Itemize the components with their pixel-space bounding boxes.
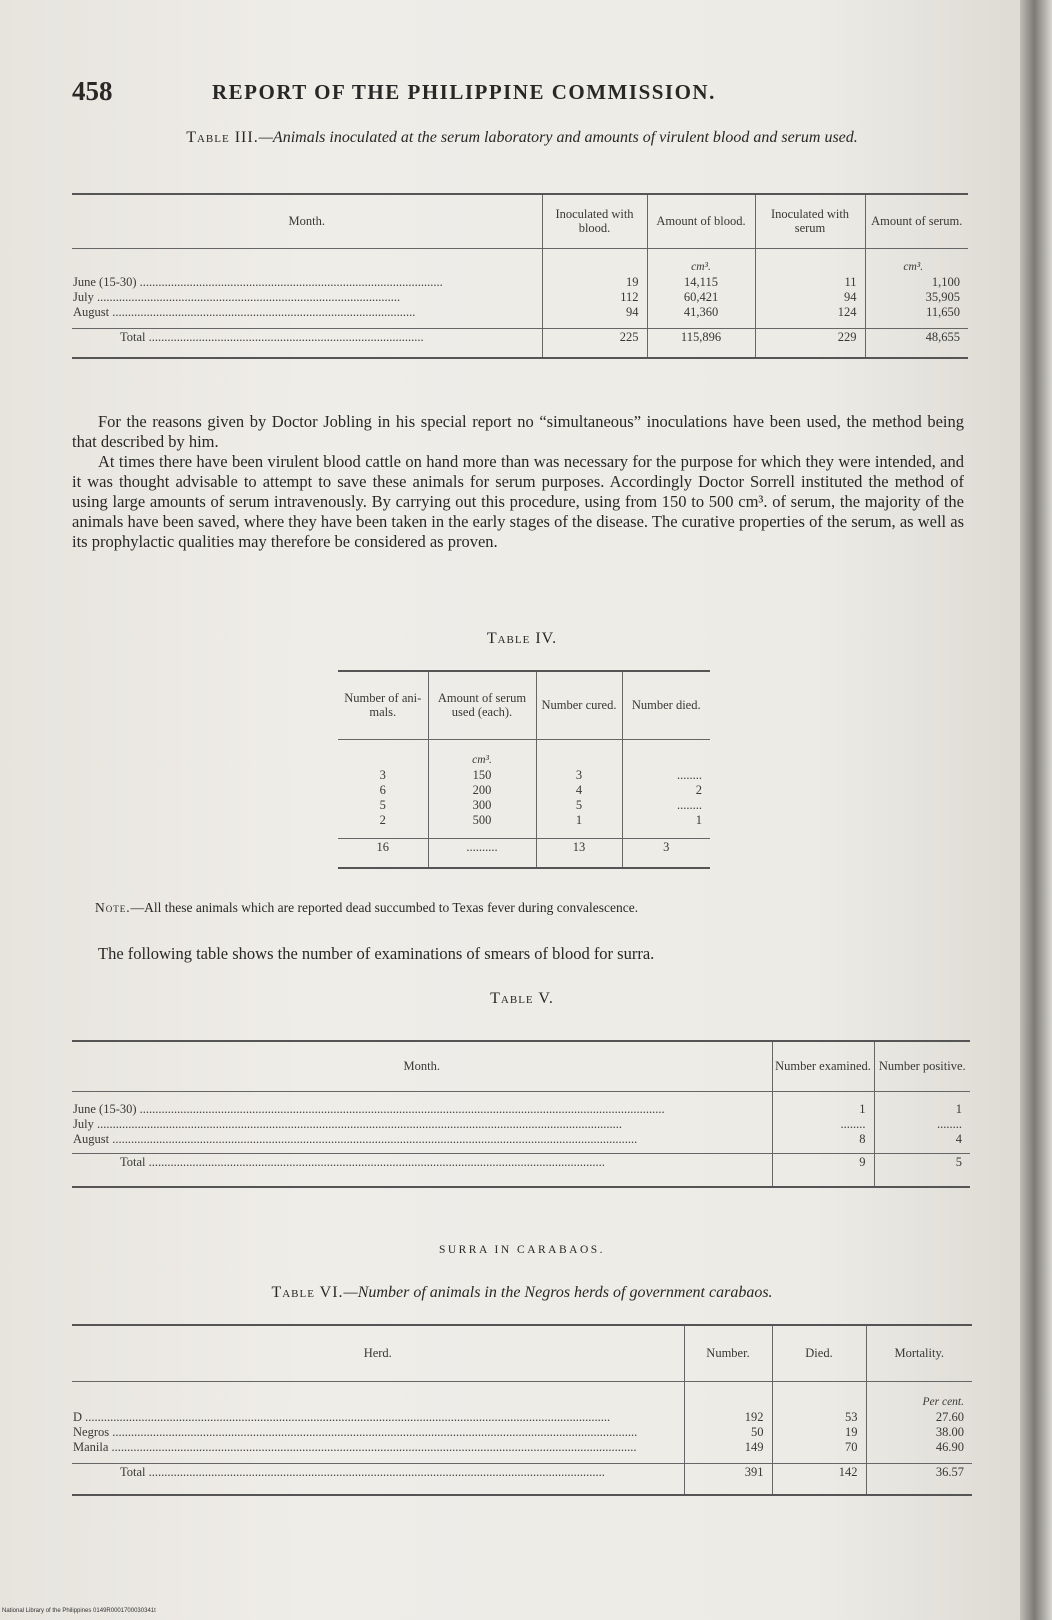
table5-intro: The following table shows the number of examinations of smears of blood for surra. — [98, 944, 655, 963]
body-text — [72, 412, 964, 552]
table6-cell: 38.00 — [935, 1424, 964, 1439]
table5-header-month: Month. — [403, 1059, 440, 1074]
table4-header-cured: Number cured. — [536, 671, 622, 739]
table6-caption-text: —Number of animals in the Negros herds of government carabaos. — [343, 1284, 773, 1301]
table6-unit: Per cent. — [922, 1395, 964, 1408]
table3-month-august: August ................................................................................................. — [73, 304, 416, 319]
table4-cell: ........ — [677, 767, 702, 782]
table3-month-july: July ................................................................................................. — [73, 289, 401, 304]
table4-cell: 2 — [379, 812, 386, 827]
table-row — [338, 739, 710, 838]
table3-header-inoc-serum: Inoculated with serum — [755, 194, 865, 248]
table5-cell: 4 — [955, 1131, 962, 1146]
table5-total-cell: 9 — [772, 1153, 874, 1187]
table5-header-examined: Number examined. — [772, 1041, 874, 1091]
paragraph-2: At times there have been virulent blood cattle on hand more than was necessary for the purpose for which they were intended, and it was thought advisable to attempt to save these animals for serum purposes. Accordingly Doctor Sorrell instituted the method of using large amounts of serum intravenously. By carrying out this procedure, using from 150 to 500 cm³. of serum, the majority of the animals have been saved, where they have been taken in the early stages of the disease. The curative properties of the serum, as well as its prophylactic qualities may therefore be considered as proven. — [72, 452, 964, 551]
table6-caption — [72, 1284, 972, 1302]
table3-caption — [72, 128, 972, 148]
table6-herd-d: D ........................................................................................................................................................................ — [73, 1409, 611, 1424]
table3-cell: 14,115 — [684, 274, 718, 289]
table3-cell: 41,360 — [683, 304, 719, 319]
table3-cell: 94 — [844, 289, 857, 304]
table6-header-mortality: Mortality. — [866, 1325, 972, 1381]
table3-cell: 112 — [620, 289, 639, 304]
table4-cell: 5 — [379, 797, 386, 812]
table4-cell: 150 — [472, 767, 492, 782]
table5-cell: 1 — [955, 1101, 962, 1116]
table4-unit: cm³. — [472, 753, 492, 766]
table5-month-june: June (15-30) ........................................................................................................................................................................ — [73, 1101, 665, 1116]
table5-total-cell: 5 — [874, 1153, 970, 1187]
table4-header-serum: Amount of serum used (each). — [428, 671, 536, 739]
table6-header-number: Number. — [684, 1325, 772, 1381]
table3-month-june: June (15-30) ................................................................................................. — [73, 274, 443, 289]
table6-total-cell: 36.57 — [866, 1463, 972, 1495]
table6-herd-negros: Negros ........................................................................................................................................................................ — [73, 1424, 638, 1439]
table3-total-cell: 48,655 — [865, 328, 968, 358]
table3 — [72, 193, 968, 359]
table6 — [72, 1324, 972, 1496]
table4 — [338, 670, 710, 869]
table4-cell: 200 — [472, 782, 492, 797]
table5-title-text: Table V. — [490, 990, 554, 1007]
table3-header-inoc-blood: Inoculated with blood. — [542, 194, 647, 248]
table3-cell: 11 — [844, 274, 857, 289]
table4-cell: 1 — [575, 812, 583, 827]
table6-cell: 19 — [845, 1424, 858, 1439]
note-label: Note. — [95, 900, 131, 915]
table3-cell: 11,650 — [926, 304, 960, 319]
table3-total-row — [72, 328, 968, 358]
table3-total-label: Total ........................................................................................ — [120, 329, 424, 344]
paragraph-1: For the reasons given by Doctor Jobling in his special report no “simultaneous” inoculations have been used, the method being that described by him. — [72, 412, 964, 451]
scan-footer: National Library of the Philippines 0149R0001700030341t — [2, 1608, 156, 1614]
table4-title-text: Table IV. — [486, 630, 558, 647]
table5-total-row — [72, 1153, 970, 1187]
table3-cell: 19 — [626, 274, 639, 289]
table4-title — [72, 630, 972, 648]
table5-header-row — [72, 1041, 970, 1091]
table6-header-row — [72, 1325, 972, 1381]
table3-unit-blood: cm³. — [691, 260, 711, 273]
table3-cell: 60,421 — [683, 289, 719, 304]
table4-cell: 5 — [575, 797, 583, 812]
table4-cell: 4 — [575, 782, 583, 797]
table6-header-died: Died. — [772, 1325, 866, 1381]
table4-cell: 3 — [379, 767, 386, 782]
table3-header-amt-serum: Amount of serum. — [865, 194, 968, 248]
table6-total-label: Total .................................................................................................................................................. — [120, 1464, 605, 1479]
table5 — [72, 1040, 970, 1188]
table-row — [72, 248, 968, 328]
table6-label: Table VI. — [271, 1284, 344, 1301]
table6-cell: 149 — [744, 1439, 764, 1454]
table5-total-label: Total .................................................................................................................................................. — [120, 1154, 605, 1169]
page-header — [72, 76, 952, 108]
table3-header-amt-blood: Amount of blood. — [647, 194, 755, 248]
table5-month-july: July ........................................................................................................................................................................ — [73, 1116, 622, 1131]
table4-cell: 500 — [472, 812, 492, 827]
table4-cell: 300 — [472, 797, 492, 812]
table3-total-cell: 229 — [755, 328, 865, 358]
table-row — [72, 1091, 970, 1153]
table5-cell: 1 — [859, 1101, 866, 1116]
table3-total-cell: 225 — [542, 328, 647, 358]
table6-cell: 53 — [845, 1409, 858, 1424]
table5-title — [72, 990, 972, 1008]
table4-total-cell: 3 — [622, 838, 710, 868]
table3-cell: 35,905 — [925, 289, 960, 304]
table4-total-row — [338, 838, 710, 868]
page-edge-shadow — [1020, 0, 1052, 1620]
table5-month-august: August ........................................................................................................................................................................ — [73, 1131, 638, 1146]
table4-total-cell: .......... — [428, 838, 536, 868]
table4-cell: 6 — [379, 782, 386, 797]
section-heading: SURRA IN CARABAOS. — [438, 1244, 606, 1256]
table6-herd-manila: Manila ........................................................................................................................................................................ — [73, 1439, 637, 1454]
table6-cell: 50 — [751, 1424, 764, 1439]
table6-cell: 46.90 — [935, 1439, 964, 1454]
table3-total-cell: 115,896 — [647, 328, 755, 358]
table5-cell: ........ — [937, 1116, 962, 1131]
table4-note — [95, 900, 975, 916]
table4-cell: 3 — [575, 767, 583, 782]
table3-caption-text: —Animals inoculated at the serum laboratory and amounts of virulent blood and serum used. — [258, 129, 858, 146]
table4-cell: ........ — [677, 797, 702, 812]
table4-cell: 1 — [695, 812, 702, 827]
table4-total-cell: 16 — [376, 839, 389, 854]
table6-total-cell: 391 — [684, 1463, 772, 1495]
table6-header-herd: Herd. — [363, 1346, 392, 1361]
table4-cell: 2 — [695, 782, 702, 797]
page-number: 458 — [72, 76, 113, 106]
table6-cell: 70 — [845, 1439, 858, 1454]
table4-header-row — [338, 671, 710, 739]
table5-header-positive: Number positive. — [874, 1041, 970, 1091]
table-row — [72, 1381, 972, 1463]
table3-cell: 1,100 — [931, 274, 960, 289]
table3-unit-serum: cm³. — [903, 260, 924, 273]
table6-cell: 192 — [744, 1409, 764, 1424]
table4-header-animals: Number of ani-mals. — [344, 691, 422, 720]
table4-total-cell: 13 — [536, 838, 622, 868]
table3-header-month: Month. — [288, 214, 325, 229]
table3-cell: 94 — [626, 304, 639, 319]
table3-header-row — [72, 194, 968, 248]
table5-cell: ........ — [840, 1116, 866, 1131]
running-head: REPORT OF THE PHILIPPINE COMMISSION. — [212, 80, 716, 104]
table3-label: Table III. — [186, 129, 259, 146]
table4-header-died: Number died. — [622, 671, 710, 739]
table3-cell: 124 — [837, 304, 857, 319]
table6-total-cell: 142 — [772, 1463, 866, 1495]
note-text: —All these animals which are reported dead succumbed to Texas fever during convalescence. — [130, 900, 639, 915]
table6-cell: 27.60 — [935, 1409, 964, 1424]
table6-total-row — [72, 1463, 972, 1495]
table5-cell: 8 — [859, 1131, 866, 1146]
